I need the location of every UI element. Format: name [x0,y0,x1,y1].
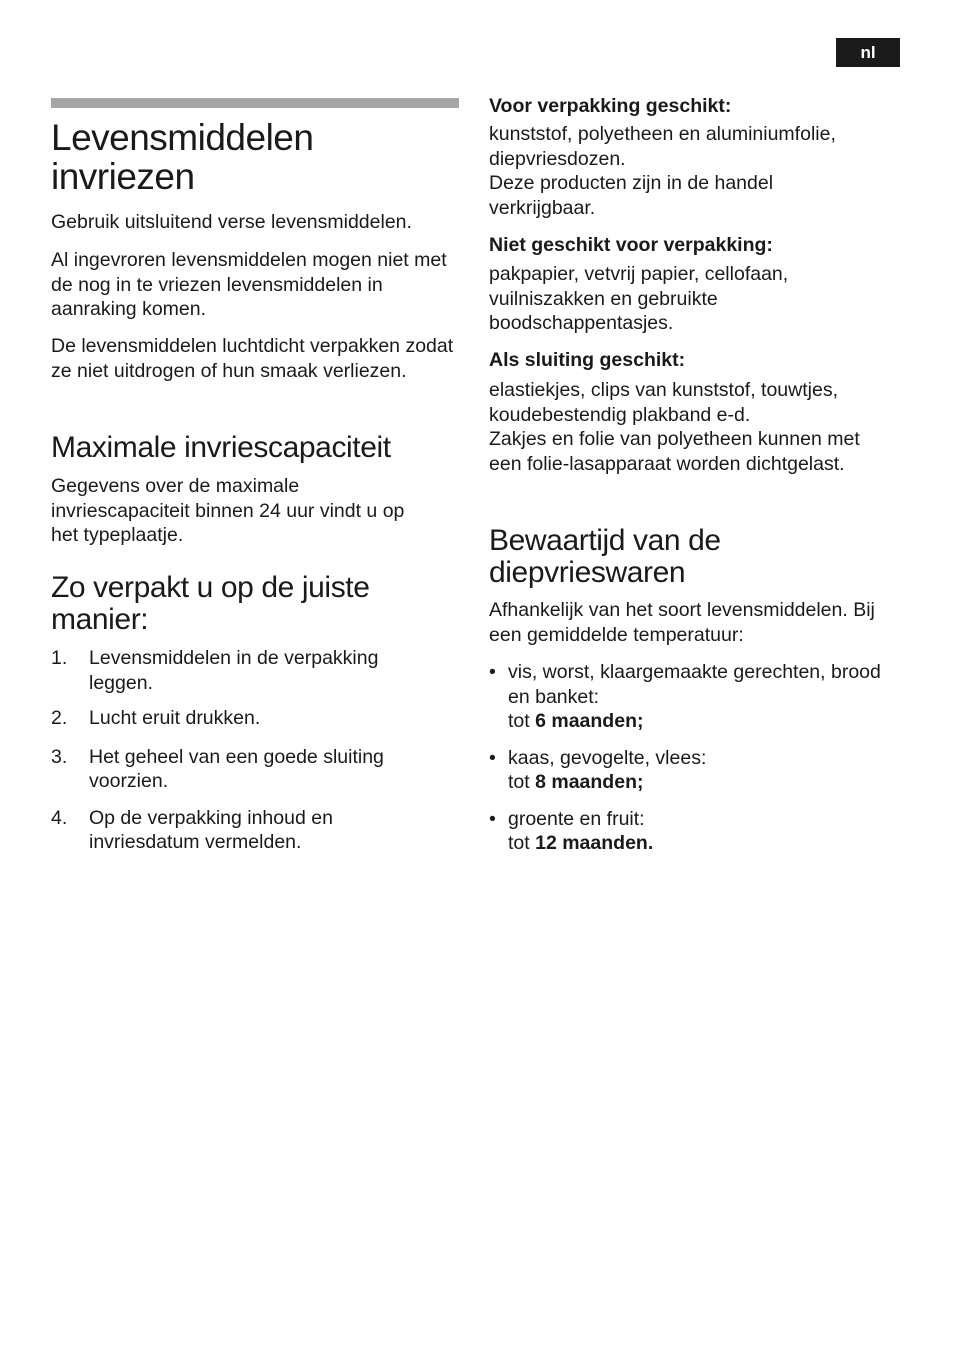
step-number: 1. [51,647,68,669]
storage-duration: 12 maanden. [535,832,654,854]
packing-step [51,706,436,731]
storage-duration: 8 maanden; [535,771,644,793]
bullet-icon: • [489,746,496,769]
step-number: 2. [51,707,68,729]
bullet-icon: • [489,807,496,830]
step-text: Het geheel van een goede sluiting voorzien. [89,745,384,792]
suitable-availability: Deze producten zijn in de handel verkrijgbaar. [489,172,774,219]
storage-item [489,807,889,856]
bullet-icon: • [489,661,496,683]
packing-step [51,806,389,855]
storage-list [489,660,889,856]
storage-item [489,746,889,795]
section-rule [51,98,459,108]
language-badge: nl [836,38,900,67]
packing-step [51,646,436,695]
step-number: 4. [51,806,68,829]
closure-text: elastiekjes, clips van kunststof, touwtjes, koudebestendig plakband e-d. [489,379,838,426]
storage-item-text: groente en fruit: [508,807,645,830]
step-text: Lucht eruit drukken. [89,707,261,729]
step-text: Levensmiddelen in de verpakking leggen. [89,647,379,694]
step-number: 3. [51,745,68,768]
page-title-text: Levensmiddelen invriezen [51,117,314,197]
storage-item-text: kaas, gevogelte, vlees: [508,746,707,769]
unsuitable-text: pakpapier, vetvrij papier, cellofaan, vuilniszakken en gebruikte boodschappentasjes. [489,263,789,334]
storage-item-prefix: tot [508,771,530,793]
step-text: Op de verpakking inhoud en invriesdatum vermelden. [89,806,333,853]
storage-duration: 6 maanden; [535,710,644,732]
packing-steps [51,646,436,855]
closure-welding: Zakjes en folie van polyetheen kunnen met een folie-lasapparaat worden dichtgelast. [489,428,860,475]
intro-paragraph-1: Gebruik uitsluitend verse levensmiddelen. [51,211,412,233]
packing-step [51,745,436,794]
capacity-text: Gegevens over de maximale invriescapaciteit binnen 24 uur vindt u op het typeplaatje. [51,475,405,546]
closure-label: Als sluiting geschikt: [489,349,686,371]
storage-item [489,660,889,734]
storage-text: Afhankelijk van het soort levensmiddelen. Bij een gemiddelde temperatuur: [489,599,875,646]
suitable-text: kunststof, polyetheen en aluminiumfolie, diepvriesdozen. [489,123,836,170]
storage-heading: Bewaartijd van de diepvrieswaren [489,524,721,589]
intro-paragraph-3: De levensmiddelen luchtdicht verpakken zodat ze niet uitdrogen of hun smaak verliezen. [51,335,454,382]
suitable-label: Voor verpakking geschikt: [489,95,732,117]
storage-item-text: vis, worst, klaargemaakte gerechten, brood en banket: [508,661,881,708]
intro-paragraph-2: Al ingevroren levensmiddelen mogen niet met de nog in te vriezen levensmiddelen in aanraking komen. [51,249,447,320]
page-title [51,118,431,196]
storage-item-prefix: tot [508,710,530,732]
capacity-heading: Maximale invriescapaciteit [51,431,391,464]
storage-item-prefix: tot [508,832,530,854]
packing-heading: Zo verpakt u op de juiste manier: [51,571,370,636]
unsuitable-label: Niet geschikt voor verpakking: [489,234,773,256]
